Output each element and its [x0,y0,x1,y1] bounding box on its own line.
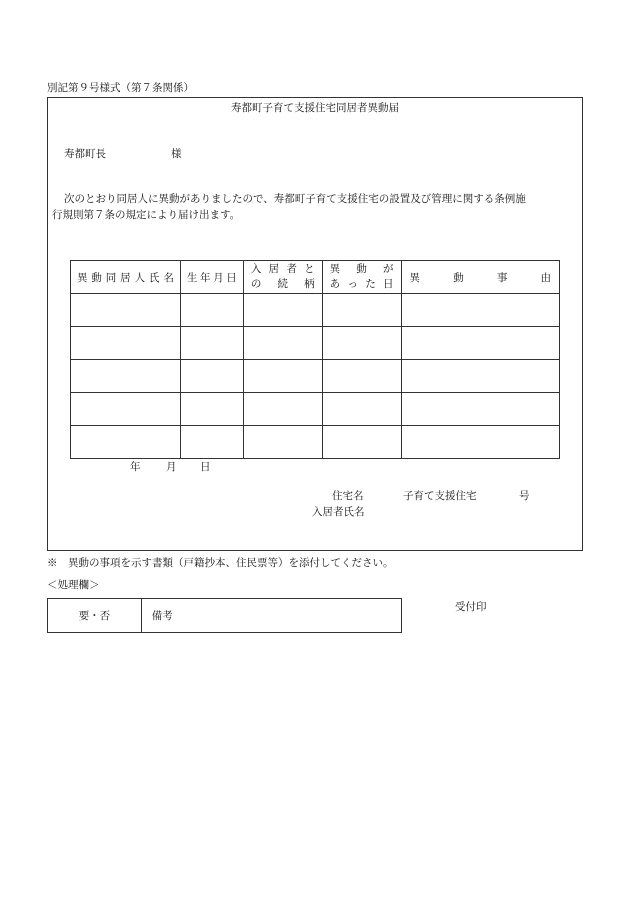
approval-cell[interactable]: 要・否 [48,599,142,633]
addressee-name: 寿都町長 [64,148,106,160]
cell-name[interactable] [71,327,181,360]
form-title: 寿都町子育て支援住宅同居者異動届 [231,102,399,114]
cell-name[interactable] [71,360,181,393]
form-number-label: 別記第９号様式（第７条関係） [47,82,194,94]
cell-birthdate[interactable] [180,327,243,360]
cell-transfer-date[interactable] [322,393,401,426]
cell-relationship[interactable] [243,393,322,426]
cell-relationship[interactable] [243,327,322,360]
cell-name[interactable] [71,393,181,426]
table-header-row [71,261,560,294]
cell-birthdate[interactable] [180,294,243,327]
table-row [71,360,560,393]
header-transfer-date: 異 動 が あ っ た 日 [322,261,401,294]
remarks-cell[interactable]: 備考 [141,599,401,633]
cell-transfer-date[interactable] [322,327,401,360]
date-year-label: 年 [130,461,141,473]
table-row [71,393,560,426]
housing-label: 住宅名 [332,490,364,502]
transfer-table [70,260,560,459]
date-day-label: 日 [200,461,211,473]
cell-transfer-date[interactable] [322,294,401,327]
table-row [71,327,560,360]
cell-transfer-date[interactable] [322,426,401,459]
header-reason: 異 動 事 由 [401,261,559,294]
housing-number-suffix: 号 [519,490,530,502]
header-name: 異 動 同 居 人 氏 名 [71,261,181,294]
cell-birthdate[interactable] [180,393,243,426]
processing-table [47,598,402,633]
cell-name[interactable] [71,426,181,459]
table-row [71,294,560,327]
attachment-note: ※ 異動の事項を示す書類（戸籍抄本、住民票等）を添付してください。 [47,557,394,569]
body-text-line-2: 行規則第７条の規定により届け出ます。 [52,209,241,221]
table-row [71,426,560,459]
cell-birthdate[interactable] [180,360,243,393]
cell-relationship[interactable] [243,294,322,327]
cell-birthdate[interactable] [180,426,243,459]
resident-name-label: 入居者氏名 [312,506,365,518]
housing-name: 子育て支援住宅 [403,490,477,502]
cell-reason[interactable] [401,393,559,426]
cell-reason[interactable] [401,327,559,360]
header-relationship: 入 居 者 と の 続 柄 [243,261,322,294]
body-text-line-1: 次のとおり同居人に異動がありましたので、寿都町子育て支援住宅の設置及び管理に関する条例施 [64,193,526,205]
cell-transfer-date[interactable] [322,360,401,393]
date-month-label: 月 [166,461,177,473]
reception-stamp-label: 受付印 [455,601,487,613]
cell-reason[interactable] [401,426,559,459]
cell-name[interactable] [71,294,181,327]
cell-relationship[interactable] [243,360,322,393]
cell-reason[interactable] [401,294,559,327]
header-birthdate: 生 年 月 日 [180,261,243,294]
addressee-honorific: 様 [171,148,182,160]
cell-reason[interactable] [401,360,559,393]
cell-relationship[interactable] [243,426,322,459]
processing-heading: ＜処理欄＞ [47,579,100,591]
